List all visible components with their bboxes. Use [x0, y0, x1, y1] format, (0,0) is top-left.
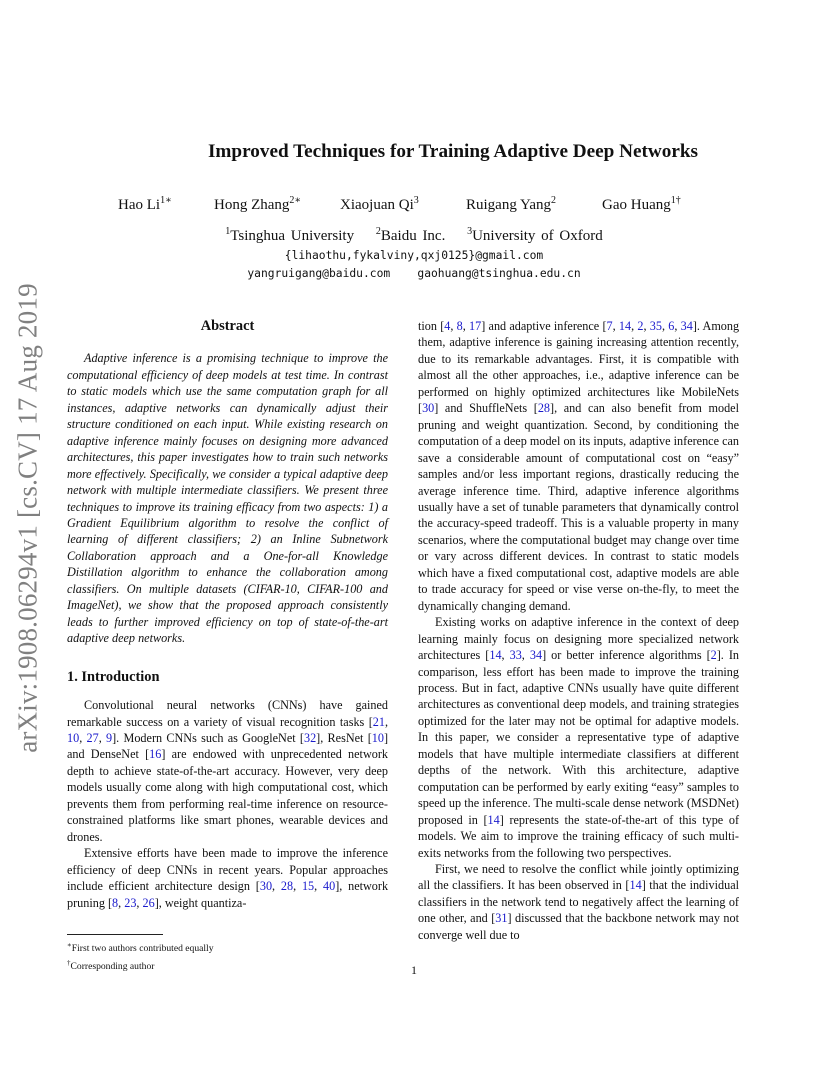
paper-title: Improved Techniques for Training Adaptive Deep Networks [207, 141, 699, 162]
body-text: ] that the individual classifiers in the network tend to negatively affect the learning of one other, and [ [418, 878, 739, 926]
body-text: , [501, 648, 510, 663]
affiliation-name: University of Oxford [472, 228, 603, 244]
affiliation-1 [225, 228, 354, 244]
body-text: ]. Among them, adaptive inference is gaining increasing attention recently, due to its remarkable advantages. First, it is compatible with almost all the other approaches, i.e., adaptive inference can be performed on highly optimized architectures like MobileNets [ [418, 319, 740, 416]
citation-link[interactable]: 14 [618, 319, 632, 333]
body-text: , [450, 319, 457, 333]
citation-link[interactable]: 14 [489, 648, 502, 663]
affiliation-2 [376, 228, 445, 244]
citation-link[interactable]: 2 [710, 648, 717, 663]
section-heading: 1. Introduction [67, 668, 160, 685]
affiliation-mark: 2 [375, 226, 381, 237]
body-text: ] discussed that the backbone network may not converge well due to [418, 911, 739, 942]
author-mark: 3 [413, 195, 419, 206]
citation-link[interactable]: 26 [142, 895, 155, 910]
footnote-mark: † [67, 959, 71, 967]
footnote [67, 938, 214, 956]
author-mark: 2 [551, 195, 557, 206]
author-3 [340, 195, 419, 214]
body-text: , [293, 879, 302, 894]
author-1 [118, 195, 172, 214]
body-text: ] and DenseNet [ [67, 730, 388, 762]
citation-link[interactable]: 4 [444, 319, 451, 333]
abstract-text: Adaptive inference is a promising technique to improve the computational efficiency of deep models at test time. In contrast to static models which use the same computation graph for all instances, adaptive networks can dynamically adjust their structure conditioned on each input. While existing research on adaptive inference mainly focuses on designing more advanced architectures, this paper investigates how to train such networks more effectively. Specifically, we consider a typical adaptive deep network with multiple intermediate classifiers. We present three techniques to improve its training efficacy from two aspects: 1) a Gradient Equilibrium algorithm to resolve the conflict of learning of different classifiers; 2) an Inline Subnetwork Collaboration approach and a One-for-all Knowledge Distillation algorithm to enhance the collaboration among classifiers. On multiple datasets (CIFAR-10, CIFAR-100 and ImageNet), we show that the proposed approach consistently leads to further improved efficiency on top of state-of-the-art adaptive deep networks. [67, 351, 388, 646]
footnote-text: First two authors contributed equally [71, 943, 214, 954]
body-text: ] represents the state-of-the-art of this type of models. We aim to improve the training efficacy of such multi-exits networks from the following two perspectives. [418, 812, 740, 860]
author-4 [466, 195, 556, 214]
affiliation-name: Baidu Inc. [380, 228, 446, 244]
footnote-mark: ∗ [67, 941, 72, 949]
body-text: ], network pruning [ [67, 879, 389, 910]
body-text: , [643, 319, 650, 333]
citation-link[interactable]: 8 [456, 319, 463, 333]
abstract-heading: Abstract [200, 318, 255, 334]
right-column [418, 318, 739, 943]
affiliations [0, 226, 828, 245]
body-paragraph [67, 697, 388, 845]
body-text: ]. Modern CNNs such as GoogleNet [ [112, 730, 304, 745]
author-list [0, 195, 828, 217]
body-text: , [384, 714, 388, 729]
body-text: ] and adaptive inference [ [481, 319, 607, 333]
affiliation-mark: 3 [467, 226, 473, 237]
citation-link[interactable]: 14 [629, 878, 642, 893]
email-line-1: {lihaothu,fykalviny,qxj0125}@gmail.com [284, 249, 544, 262]
author-name: Hao Li [118, 197, 161, 213]
body-text: ]. In comparison, less effort has been made to improve the training process. But in fact, adaptive CNNs usually have quite different architectures as conventional deep models, and training strategies optimized for the later may not be optimal for adaptive models. In this paper, we consider a representative type of adaptive models that have multiple intermediate classifiers at different depths of the network. With this architecture, adaptive computation can be performed by early exiting “easy” samples to speed up the inference. The multi-scale dense network (MSDNet) proposed in [ [418, 648, 740, 827]
citation-link[interactable]: 34 [529, 648, 543, 663]
author-name: Gao Huang [602, 197, 671, 213]
citation-link[interactable]: 7 [606, 319, 613, 333]
body-text: , [118, 895, 125, 910]
citation-link[interactable]: 28 [537, 401, 551, 416]
body-text: , [661, 319, 669, 333]
body-text: , [136, 895, 143, 910]
citation-link[interactable]: 21 [372, 714, 385, 729]
arxiv-stamp [2, 283, 54, 753]
page-number: 1 [411, 963, 417, 977]
body-text: tion [ [418, 319, 445, 333]
body-text: , [272, 879, 281, 894]
citation-link[interactable]: 23 [124, 895, 137, 910]
body-text: ], weight quantiza- [154, 895, 247, 910]
affiliation-name: Tsinghua University [230, 228, 355, 244]
citation-link[interactable]: 35 [649, 319, 662, 333]
affiliation-mark: 1 [225, 226, 231, 237]
body-text: , [631, 319, 638, 333]
author-mark: 2∗ [289, 195, 302, 206]
body-text: ] or better inference algorithms [ [542, 648, 711, 663]
body-text: , [98, 730, 107, 745]
body-paragraph [67, 845, 388, 911]
body-text: , [79, 730, 87, 745]
body-text: ] are endowed with unprecedented network depth to achieve state-of-the-art accuracy. However, very deep models usually come along with high computational cost, which prevents them from performing real-time inference on resource-constrained platforms like smart phones, wearable devices and drones. [67, 747, 388, 844]
citation-link[interactable]: 32 [303, 730, 317, 745]
citation-link[interactable]: 8 [112, 895, 119, 910]
author-name: Xiaojuan Qi [340, 197, 414, 213]
citation-link[interactable]: 31 [495, 911, 508, 926]
email-line-2: yangruigang@baidu.com gaohuang@tsinghua.edu.cn [247, 267, 581, 280]
body-text: , [314, 879, 323, 894]
body-text: ] and ShuffleNets [ [434, 401, 538, 416]
introduction-body-continued [418, 318, 739, 943]
citation-link[interactable]: 15 [301, 879, 315, 894]
citation-link[interactable]: 40 [323, 879, 336, 894]
body-text: , [521, 648, 530, 663]
body-text: , [462, 319, 470, 333]
author-5 [602, 195, 681, 214]
body-text: , [612, 319, 619, 333]
citation-link[interactable]: 16 [149, 747, 162, 762]
citation-link[interactable]: 34 [680, 319, 693, 333]
arxiv-stamp-text: arXiv:1908.06294v1 [cs.CV] 17 Aug 2019 [12, 283, 43, 753]
author-mark: 1∗ [160, 195, 172, 206]
citation-link[interactable]: 2 [637, 319, 644, 333]
introduction-body [67, 697, 388, 911]
body-paragraph [418, 614, 739, 861]
affiliation-3 [467, 228, 603, 244]
body-text: ], and can also benefit from model pruning and weight quantization. Second, by conditioning the computation of a deep model on its inputs, adaptive inference can save a considerable amount of computational cost on “easy” samples and/or less important regions, drastically reducing the average inference time. Third, adaptive inference algorithms usually have a set of tunable parameters that dynamically control the accuracy-speed tradeoff. This is a valuable property in many scenarios, where the computational budget may change over time or vary across different devices. In contrast to static models which have a fixed computational cost, adaptive models are able to trade accuracy for speed or vise verse on-the-fly, to meet the dynamically changing demand. [418, 401, 739, 613]
author-name: Ruigang Yang [466, 197, 552, 213]
footnote-rule [67, 934, 163, 935]
citation-link[interactable]: 14 [487, 812, 500, 827]
author-mark: 1† [670, 195, 681, 206]
citation-link[interactable]: 30 [422, 401, 435, 416]
body-text: Convolutional neural networks (CNNs) have gained remarkable success on a variety of visual recognition tasks [ [67, 698, 388, 729]
body-text: , [674, 319, 681, 333]
body-text: Existing works on adaptive inference in the context of deep learning mainly focus on designing more specialized network architectures [ [418, 615, 739, 663]
citation-link[interactable]: 33 [509, 648, 522, 663]
left-column [67, 318, 388, 911]
body-text: ], ResNet [ [316, 730, 372, 745]
citation-link[interactable]: 10 [371, 730, 384, 745]
author-name: Hong Zhang [214, 197, 290, 213]
citation-link[interactable]: 10 [67, 730, 80, 745]
citation-link[interactable]: 6 [668, 319, 675, 333]
body-text: First, we need to resolve the conflict while jointly optimizing all the classifiers. It has been observed in [ [418, 861, 739, 893]
citation-link[interactable]: 9 [106, 730, 113, 745]
citation-link[interactable]: 27 [86, 730, 99, 745]
citation-link[interactable]: 17 [469, 319, 482, 333]
citation-link[interactable]: 28 [280, 879, 294, 894]
body-paragraph [418, 318, 739, 614]
body-paragraph [418, 861, 739, 943]
author-2 [214, 195, 301, 214]
citation-link[interactable]: 30 [259, 879, 273, 894]
footnote-text: Corresponding author [70, 961, 155, 972]
body-text: Extensive efforts have been made to improve the inference efficiency of deep CNNs in recent years. Popular approaches include efficient architecture design [ [67, 846, 388, 894]
